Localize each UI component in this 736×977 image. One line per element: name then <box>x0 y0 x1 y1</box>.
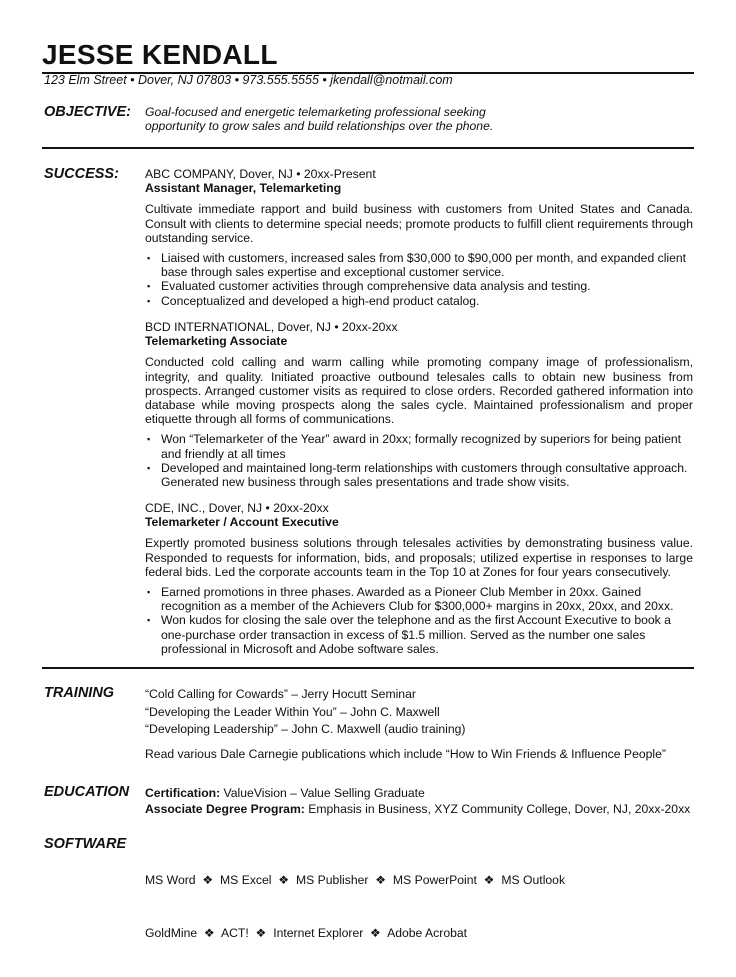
job-title: Telemarketer / Account Executive <box>145 515 339 530</box>
training-item: “Cold Calling for Cowards” – Jerry Hocutt Seminar <box>145 687 416 701</box>
success-heading: SUCCESS: <box>44 166 119 182</box>
software-heading: SOFTWARE <box>44 836 127 852</box>
contact-info: 123 Elm Street • Dover, NJ 07803 • 973.555.5555 • jkendall@notmail.com <box>44 73 453 87</box>
education-details <box>145 785 693 817</box>
job-summary: Conducted cold calling and warm calling while promoting company image of professionalism, integrity, and quality. Initiated proactive outbound telesales calls to obtain new business from prospects. Arranged customer visits as required to close orders. Recorded gathered information into database while moving prospects along the sales cycle. Maintained professionalism and proper etiquette through all forms of communications. <box>145 355 693 427</box>
job-abc-company <box>145 167 693 308</box>
software-list <box>145 837 693 977</box>
job-company: ABC COMPANY, Dover, NJ • 20xx-Present <box>145 167 376 181</box>
objective-text <box>145 105 693 133</box>
job-summary: Expertly promoted business solutions through telesales activities by demonstrating business value. Responded to requests for information, bids, and proposals; utilized expertise in responses to large federal bids. Led the corporate accounts team in the Top 10 at Zones for four years consecutively. <box>145 536 693 579</box>
training-heading: TRAINING <box>44 685 115 701</box>
education-heading: EDUCATION <box>44 784 130 800</box>
section-divider <box>42 147 694 149</box>
job-bullets <box>145 585 693 656</box>
bullet-item: ▪ Developed and maintained long-term relationships with customers through consultative approach. Generated new business through sales presentations and trade show visits. <box>145 461 693 489</box>
bullet-item: ▪ Conceptualized and developed a high-end product catalog. <box>145 294 693 308</box>
training-item: “Developing the Leader Within You” – John C. Maxwell <box>145 704 440 719</box>
job-summary: Cultivate immediate rapport and build business with customers from United States and Canada. Consult with clients to determine special needs; promote products to fulfill client requirements through outstanding service. <box>145 202 693 245</box>
training-item: “Developing Leadership” – John C. Maxwell (audio training) <box>145 722 466 736</box>
degree-value: Emphasis in Business, XYZ Community College, Dover, NJ, 20xx-20xx <box>304 802 691 816</box>
certification-value: ValueVision – Value Selling Graduate <box>220 786 425 800</box>
job-bullets <box>145 432 693 489</box>
education-certification <box>145 785 693 801</box>
job-company: CDE, INC., Dover, NJ • 20xx-20xx <box>145 501 329 515</box>
objective-line-2: opportunity to grow sales and build relationships over the phone. <box>145 119 494 134</box>
bullet-item: ▪ Earned promotions in three phases. Awarded as a Pioneer Club Member in 20xx. Gained recognition as a member of the Achievers Club for $300,000+ margins in 20xx, 20xx, and 20xx. <box>145 585 693 613</box>
bullet-item: ▪ Won kudos for closing the sale over the telephone and as the first Account Executive to book a one-purchase order transaction in excess of $1.5 million. Served as the number one sales professional in Microsoft and Adobe software sales. <box>145 613 693 656</box>
bullet-item: ▪ Won “Telemarketer of the Year” award in 20xx; formally recognized by superiors for being patient and friendly at all times <box>145 432 693 460</box>
bullet-item: ▪ Liaised with customers, increased sales from $30,000 to $90,000 per month, and expanded client base through sales expertise and exceptional customer service. <box>145 251 693 279</box>
job-title: Assistant Manager, Telemarketing <box>145 181 342 196</box>
software-line-1: MS Word ❖ MS Excel ❖ MS Publisher ❖ MS PowerPoint ❖ MS Outlook <box>145 873 566 887</box>
education-degree <box>145 801 693 817</box>
candidate-name: JESSE KENDALL <box>42 39 278 70</box>
job-title: Telemarketing Associate <box>145 334 288 349</box>
training-note: Read various Dale Carnegie publications which include “How to Win Friends & Influence People” <box>145 746 666 761</box>
objective-line-1: Goal-focused and energetic telemarketing professional seeking <box>145 105 486 119</box>
job-company: BCD INTERNATIONAL, Dover, NJ • 20xx-20xx <box>145 320 398 334</box>
job-bcd-international <box>145 320 693 489</box>
job-cde-inc <box>145 501 693 656</box>
bullet-item: ▪ Evaluated customer activities through comprehensive data analysis and testing. <box>145 279 693 293</box>
job-bullets <box>145 251 693 308</box>
certification-label: Certification: <box>145 786 221 800</box>
section-divider <box>42 667 694 669</box>
degree-label: Associate Degree Program: <box>145 802 305 816</box>
software-line-2: GoldMine ❖ ACT! ❖ Internet Explorer ❖ Adobe Acrobat <box>145 925 468 940</box>
training-list <box>145 686 693 763</box>
objective-heading: OBJECTIVE: <box>44 104 132 120</box>
